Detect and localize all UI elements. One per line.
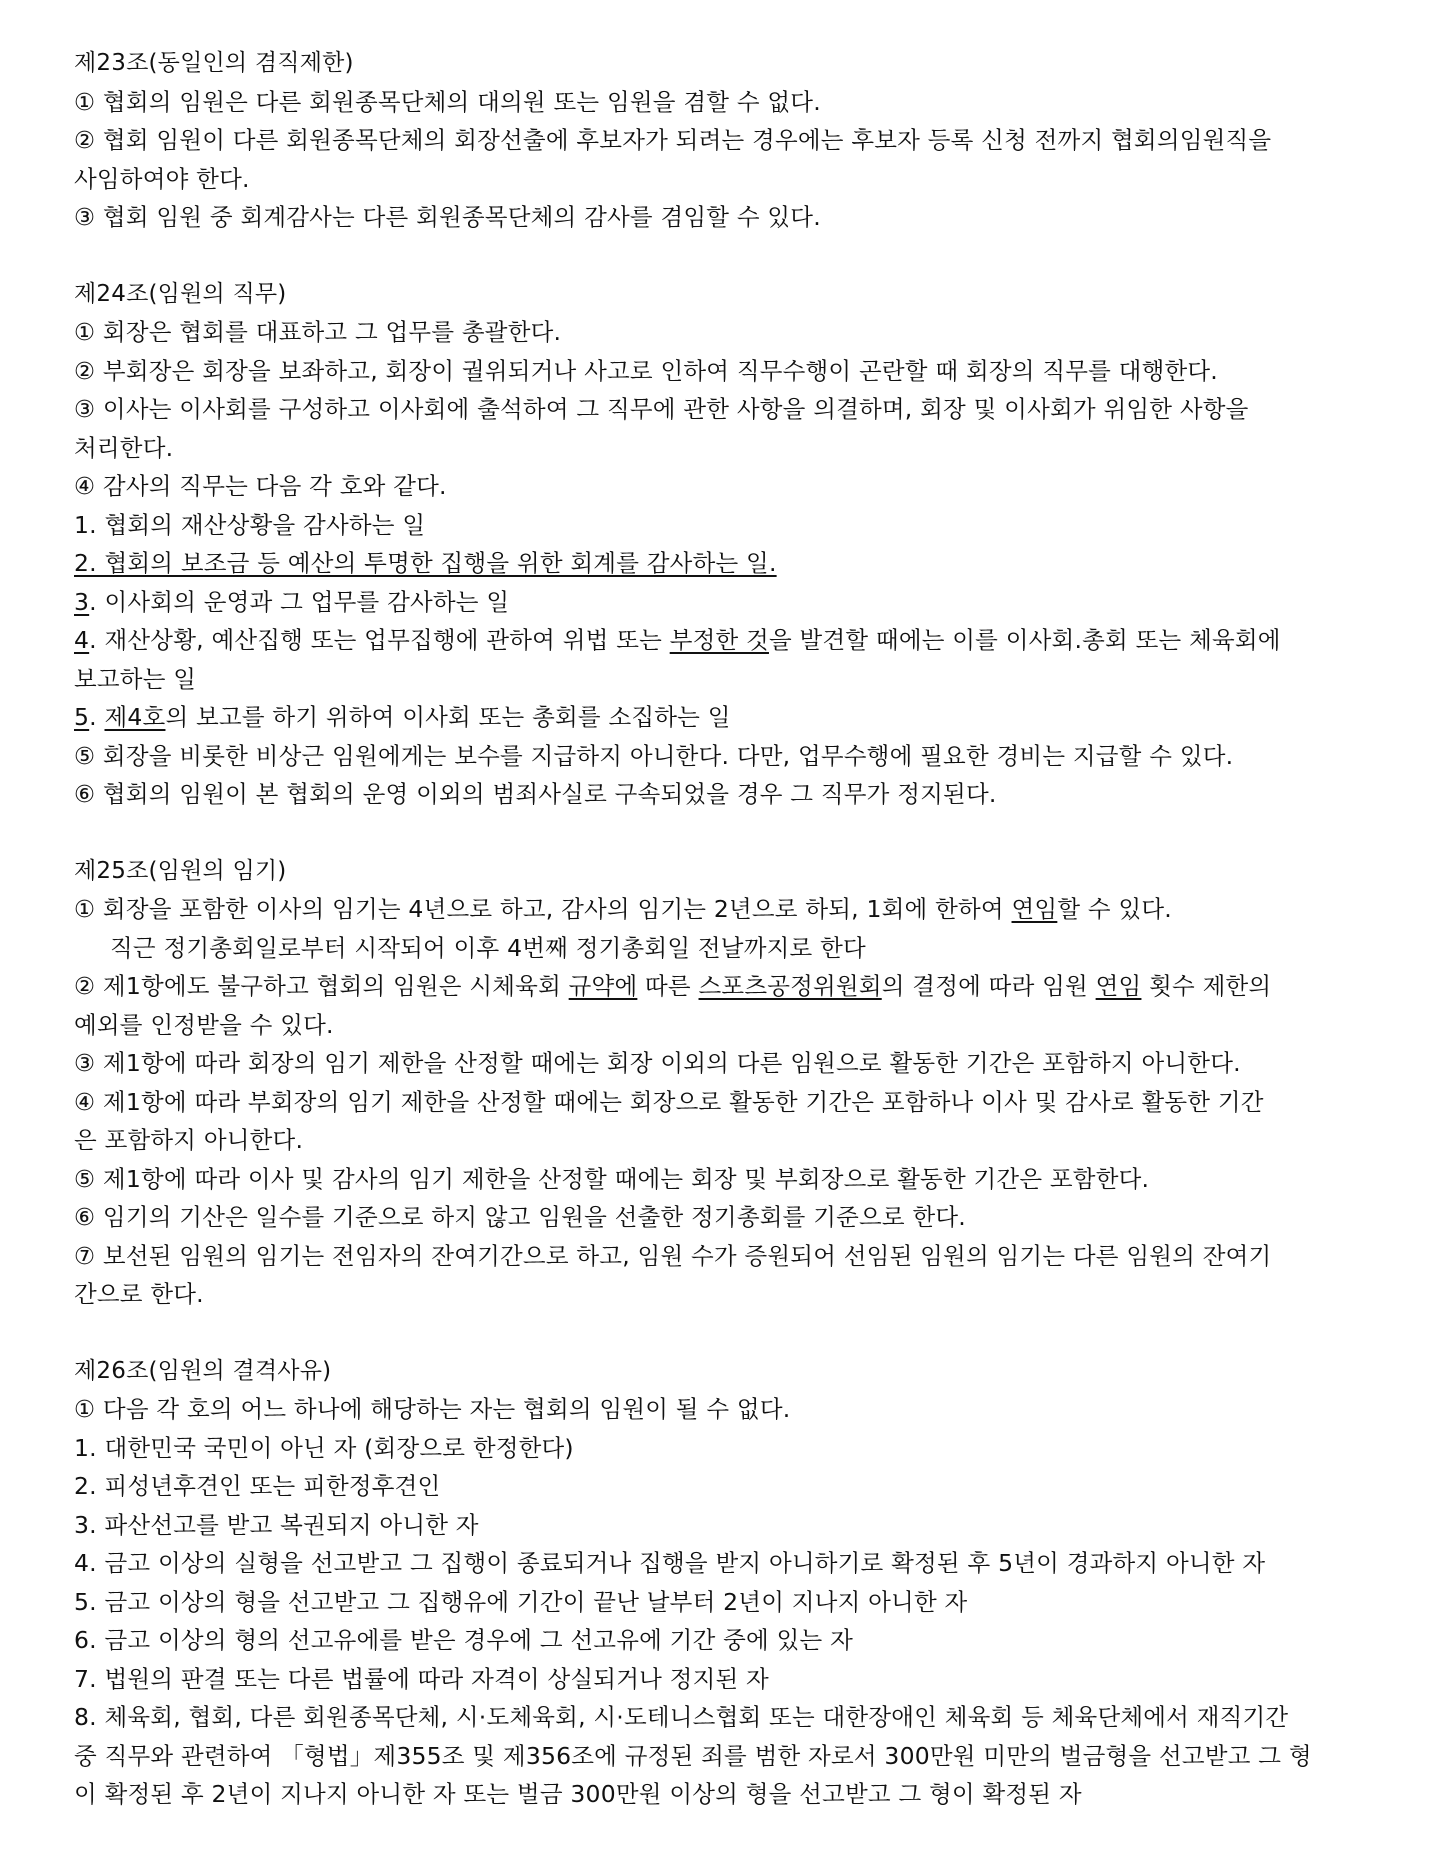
underlined-number: 3 <box>74 587 90 616</box>
paragraph: ① 협회의 임원은 다른 회원종목단체의 대의원 또는 임원을 겸할 수 없다. <box>74 87 821 116</box>
underlined-text: 제4호 <box>104 703 166 731</box>
list-item-continuation: 중 직무와 관련하여 「형법」제355조 및 제356조에 규정된 죄를 범한 자로서 300만원 미만의 벌금형을 선고받고 그 형 <box>74 1741 1312 1770</box>
list-item: 4. 금고 이상의 실형을 선고받고 그 집행이 종료되거나 집행을 받지 아니하기로 확정된 후 5년이 경과하지 아니한 자 <box>74 1549 1266 1577</box>
underlined-text: 2. 협회의 보조금 등 예산의 투명한 집행을 위한 회계를 감사하는 일. <box>74 549 777 577</box>
underlined-number: 4 <box>74 626 90 654</box>
paragraph: ⑤ 회장을 비롯한 비상근 임원에게는 보수를 지급하지 아니한다. 다만, 업무수행에 필요한 경비는 지급할 수 있다. <box>74 741 1234 770</box>
underlined-text: 스포츠공정위원회 <box>698 972 882 1000</box>
item-text: ② 제1항에도 불구하고 협회의 임원은 시체육회 <box>74 972 569 1000</box>
paragraph-continuation: 예외를 인정받을 수 있다. <box>74 1010 334 1039</box>
article-title: 제24조(임원의 직무) <box>74 280 287 307</box>
article-26 <box>74 1352 1394 1814</box>
item-text: 따른 <box>637 972 699 1000</box>
document-page <box>74 44 1394 1814</box>
underlined-text: 연임 <box>1011 895 1058 923</box>
list-item: 2. 피성년후견인 또는 피한정후견인 <box>74 1472 441 1500</box>
item-text: . 이사회의 운영과 그 업무를 감사하는 일 <box>89 587 510 616</box>
item-text: . <box>89 703 105 731</box>
list-item-continuation: 이 확정된 후 2년이 지나지 아니한 자 또는 벌금 300만원 이상의 형을 선고받고 그 형이 확정된 자 <box>74 1780 1082 1808</box>
article-23 <box>74 44 1394 237</box>
underlined-number: 5 <box>74 703 90 731</box>
item-text: 할 수 있다. <box>1057 895 1172 923</box>
paragraph: ⑥ 임기의 기산은 일수를 기준으로 하지 않고 임원을 선출한 정기총회를 기준으로 한다. <box>74 1203 966 1231</box>
article-25 <box>74 852 1394 1314</box>
list-item: 3. 파산선고를 받고 복권되지 아니한 자 <box>74 1510 479 1539</box>
item-text: ① 회장을 포함한 이사의 임기는 4년으로 하고, 감사의 임기는 2년으로 하되, 1회에 한하여 <box>74 895 1012 923</box>
paragraph <box>74 890 1394 929</box>
list-item <box>74 583 1394 622</box>
paragraph: ① 회장은 협회를 대표하고 그 업무를 총괄한다. <box>74 318 562 346</box>
paragraph-continuation: 은 포함하지 아니한다. <box>74 1126 304 1154</box>
article-title: 제25조(임원의 임기) <box>74 857 287 884</box>
list-item: 1. 협회의 재산상황을 감사하는 일 <box>74 510 426 539</box>
list-item: 5. 금고 이상의 형을 선고받고 그 집행유에 기간이 끝난 날부터 2년이 지나지 아니한 자 <box>74 1587 968 1616</box>
list-item: 7. 법원의 판결 또는 다른 법률에 따라 자격이 상실되거나 정지된 자 <box>74 1664 769 1693</box>
paragraph: ③ 협회 임원 중 회계감사는 다른 회원종목단체의 감사를 겸임할 수 있다. <box>74 203 821 231</box>
spacer <box>74 814 1394 852</box>
underlined-text: 부정한 것 <box>669 626 769 654</box>
paragraph-continuation: 직근 정기총회일로부터 시작되어 이후 4번째 정기총회일 전날까지로 한다 <box>110 933 866 962</box>
paragraph: ① 다음 각 호의 어느 하나에 해당하는 자는 협회의 임원이 될 수 없다. <box>74 1395 791 1423</box>
item-text: 을 발견할 때에는 이를 이사회.총회 또는 체육회에 <box>768 626 1281 654</box>
paragraph: ② 협회 임원이 다른 회원종목단체의 회장선출에 후보자가 되려는 경우에는 후보자 등록 신청 전까지 협회의임원직을 <box>74 126 1272 154</box>
paragraph-continuation: 처리한다. <box>74 433 174 462</box>
list-item-continuation: 보고하는 일 <box>74 664 197 693</box>
paragraph: ③ 제1항에 따라 회장의 임기 제한을 산정할 때에는 회장 이외의 다른 임원으로 활동한 기간은 포함하지 아니한다. <box>74 1049 1241 1077</box>
paragraph-continuation: 사임하여야 한다. <box>74 164 250 193</box>
list-item: 8. 체육회, 협회, 다른 회원종목단체, 시·도체육회, 시·도테니스협회 또는 대한장애인 체육회 등 체육단체에서 재직기간 <box>74 1703 1289 1731</box>
paragraph: ④ 제1항에 따라 부회장의 임기 제한을 산정할 때에는 회장으로 활동한 기간은 포함하나 이사 및 감사로 활동한 기간 <box>74 1087 1264 1116</box>
list-item: 6. 금고 이상의 형의 선고유에를 받은 경우에 그 선고유에 기간 중에 있는 자 <box>74 1626 853 1654</box>
spacer <box>74 1314 1394 1352</box>
article-title: 제26조(임원의 결격사유) <box>74 1357 332 1384</box>
list-item <box>74 544 1394 583</box>
paragraph: ④ 감사의 직무는 다음 각 호와 같다. <box>74 472 447 500</box>
item-text: 횟수 제한의 <box>1141 972 1272 1000</box>
list-item <box>74 698 1394 737</box>
paragraph: ② 부회장은 회장을 보좌하고, 회장이 궐위되거나 사고로 인하여 직무수행이 곤란할 때 회장의 직무를 대행한다. <box>74 356 1218 385</box>
underlined-text: 연임 <box>1095 972 1142 1000</box>
article-24 <box>74 275 1394 814</box>
paragraph <box>74 967 1394 1006</box>
item-text: . 재산상황, 예산집행 또는 업무집행에 관하여 위법 또는 <box>89 626 670 654</box>
article-title: 제23조(동일인의 겸직제한) <box>74 50 354 76</box>
paragraph: ⑥ 협회의 임원이 본 협회의 운영 이외의 범죄사실로 구속되었을 경우 그 직무가 정지된다. <box>74 780 997 808</box>
paragraph: ⑤ 제1항에 따라 이사 및 감사의 임기 제한을 산정할 때에는 회장 및 부회장으로 활동한 기간은 포함한다. <box>74 1164 1150 1193</box>
paragraph-continuation: 간으로 한다. <box>74 1280 204 1308</box>
paragraph: ③ 이사는 이사회를 구성하고 이사회에 출석하여 그 직무에 관한 사항을 의결하며, 회장 및 이사회가 위임한 사항을 <box>74 395 1249 423</box>
spacer <box>74 237 1394 275</box>
paragraph: ⑦ 보선된 임원의 임기는 전임자의 잔여기간으로 하고, 임원 수가 증원되어 선임된 임원의 임기는 다른 임원의 잔여기 <box>74 1241 1272 1270</box>
underlined-text: 규약에 <box>568 972 638 1000</box>
list-item <box>74 621 1394 660</box>
list-item: 1. 대한민국 국민이 아닌 자 (회장으로 한정한다) <box>74 1433 574 1462</box>
item-text: 의 결정에 따라 임원 <box>881 972 1096 1000</box>
item-text: 의 보고를 하기 위하여 이사회 또는 총회를 소집하는 일 <box>165 703 731 731</box>
